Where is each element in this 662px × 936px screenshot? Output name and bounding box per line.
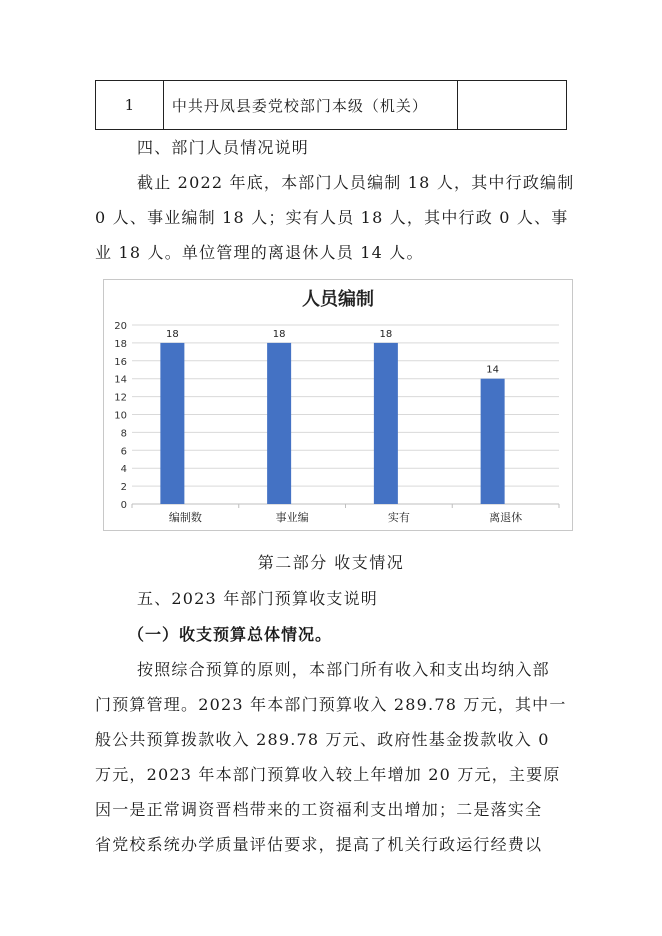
x-tick-label: 事业编 [275,511,309,524]
y-tick-label: 12 [114,392,127,404]
y-tick-label: 16 [114,356,127,368]
section5-paragraph-line: 般公共预算拨款收入 289.78 万元、政府性基金拨款收入 0 [95,730,550,749]
section4-paragraph-line: 截止 2022 年底，本部门人员编制 18 人，其中行政编制 [137,173,575,192]
data-label: 14 [486,364,499,376]
section5-paragraph-line: 省党校系统办学质量评估要求，提高了机关行政运行经费以 [95,835,543,854]
part2-heading: 第二部分 收支情况 [257,553,405,572]
y-tick-label: 20 [114,321,127,332]
empty-cell [458,81,567,130]
section5-paragraph-line: 因一是正常调资晋档带来的工资福利支出增加；二是落实全 [95,800,543,819]
section4-paragraph-line: 业 18 人。单位管理的离退休人员 14 人。 [95,243,424,262]
section5-paragraph-line: 按照综合预算的原则，本部门所有收入和支出均纳入部 [137,660,550,679]
unit-name-cell: 中共丹凤县委党校部门本级（机关） [163,81,457,130]
section5-paragraph-line: 门预算管理。2023 年本部门预算收入 289.78 万元，其中一 [95,695,567,714]
unit-table [95,80,567,130]
staffing-chart [103,279,573,531]
section5-subheading: （一）收支预算总体情况。 [128,625,333,644]
y-tick-label: 6 [120,446,127,458]
data-label: 18 [166,328,179,340]
row-index-cell: 1 [96,81,164,130]
section5-heading: 五、2023 年部门预算收支说明 [137,589,379,608]
bar [481,379,505,504]
data-label: 18 [379,328,393,340]
table-row [96,81,567,130]
data-label: 18 [272,328,286,340]
bar [374,343,398,504]
staffing-chart-svg [104,280,572,530]
y-tick-label: 2 [120,482,127,494]
y-tick-label: 0 [120,500,127,511]
section4-heading: 四、部门人员情况说明 [137,138,310,157]
y-tick-label: 14 [114,374,127,386]
x-tick-label: 编制数 [168,511,202,524]
x-tick-label: 实有 [387,511,410,524]
y-tick-label: 4 [120,464,127,476]
section5-paragraph-line: 万元，2023 年本部门预算收入较上年增加 20 万元，主要原 [95,765,561,784]
chart-title: 人员编制 [302,289,374,310]
section4-paragraph-line: 0 人、事业编制 18 人；实有人员 18 人，其中行政 0 人、事 [95,208,569,227]
bar [160,343,184,504]
y-tick-label: 18 [114,338,127,350]
y-tick-label: 8 [120,428,127,440]
y-tick-label: 10 [114,410,127,422]
bar [267,343,291,504]
x-tick-label: 离退休 [489,511,523,524]
